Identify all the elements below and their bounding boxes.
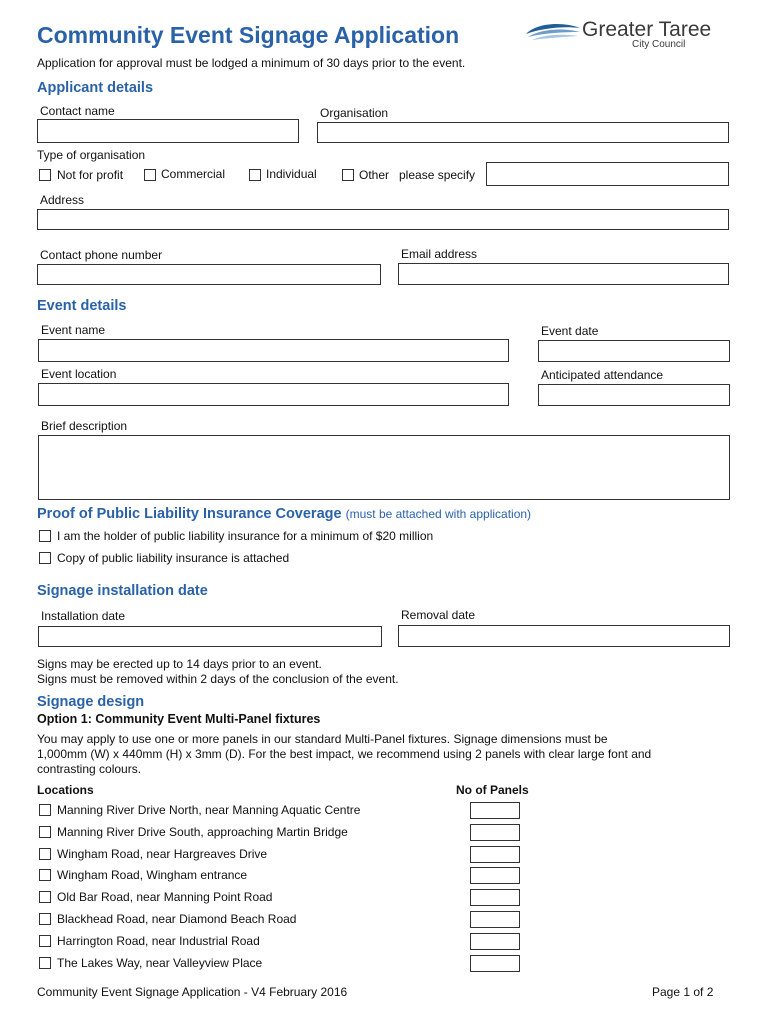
insurance-title: Proof of Public Liability Insurance Coverage [37, 506, 342, 522]
logo-subname: City Council [632, 39, 686, 50]
not-for-profit-checkbox[interactable] [39, 169, 51, 181]
event-location-input[interactable] [38, 383, 509, 406]
panel-count-input[interactable] [470, 802, 520, 819]
org-type-label: Type of organisation [37, 148, 146, 162]
location-checkbox[interactable] [39, 826, 51, 838]
page-title: Community Event Signage Application [37, 22, 460, 48]
location-label: Harrington Road, near Industrial Road [57, 934, 260, 948]
footer-document-title: Community Event Signage Application - V4 February 2016 [37, 985, 348, 999]
individual-label: Individual [266, 167, 317, 181]
contact-name-input[interactable] [37, 119, 299, 143]
other-checkbox[interactable] [342, 169, 354, 181]
not-for-profit-label: Not for profit [57, 168, 124, 182]
insurance-holder-label: I am the holder of public liability insurance for a minimum of $20 million [57, 529, 434, 543]
option-title: Option 1: Community Event Multi-Panel fixtures [37, 712, 321, 726]
location-label: Wingham Road, Wingham entrance [57, 868, 248, 882]
attendance-label: Anticipated attendance [541, 368, 664, 382]
panel-count-input[interactable] [470, 933, 520, 950]
removal-date-input[interactable] [398, 625, 730, 647]
insurance-attached-label: Copy of public liability insurance is attached [57, 551, 290, 565]
email-label: Email address [401, 247, 478, 261]
location-label: Manning River Drive North, near Manning Aquatic Centre [57, 803, 361, 817]
design-paragraph-line-2: 1,000mm (W) x 440mm (H) x 3mm (D). For the best impact, we recommend using 2 panels with clear large font and [37, 747, 652, 761]
panel-count-input[interactable] [470, 867, 520, 884]
design-paragraph-line-1: You may apply to use one or more panels in our standard Multi-Panel fixtures. Signage dimensions must be [37, 732, 608, 746]
other-specify-input[interactable] [486, 162, 729, 186]
location-checkbox[interactable] [39, 913, 51, 925]
commercial-label: Commercial [161, 167, 226, 181]
installation-date-label: Installation date [41, 609, 126, 623]
panel-count-input[interactable] [470, 911, 520, 928]
insurance-heading [37, 506, 531, 522]
removal-date-label: Removal date [401, 608, 476, 622]
locations-header: Locations [37, 783, 94, 797]
page-subtitle: Application for approval must be lodged a minimum of 30 days prior to the event. [37, 56, 466, 70]
location-label: Wingham Road, near Hargreaves Drive [57, 847, 268, 861]
phone-label: Contact phone number [40, 248, 163, 262]
design-heading: Signage design [37, 694, 145, 710]
design-paragraph-line-3: contrasting colours. [37, 762, 142, 776]
organisation-input[interactable] [317, 122, 729, 143]
insurance-attached-checkbox[interactable] [39, 552, 51, 564]
phone-input[interactable] [37, 264, 381, 285]
panel-count-input[interactable] [470, 955, 520, 972]
erect-note: Signs may be erected up to 14 days prior to an event. [37, 657, 322, 671]
location-label: Old Bar Road, near Manning Point Road [57, 890, 273, 904]
attendance-input[interactable] [538, 384, 730, 406]
address-label: Address [40, 193, 85, 207]
logo-name: Greater Taree [582, 18, 712, 41]
panel-count-input[interactable] [470, 824, 520, 841]
location-checkbox[interactable] [39, 804, 51, 816]
address-input[interactable] [37, 209, 729, 230]
please-specify-label: please specify [399, 168, 476, 182]
insurance-holder-checkbox[interactable] [39, 530, 51, 542]
event-location-label: Event location [41, 367, 117, 381]
installation-date-input[interactable] [38, 626, 382, 647]
applicant-heading: Applicant details [37, 80, 154, 96]
email-input[interactable] [398, 263, 729, 285]
location-checkbox[interactable] [39, 935, 51, 947]
other-label: Other [359, 168, 390, 182]
location-label: The Lakes Way, near Valleyview Place [57, 956, 263, 970]
commercial-checkbox[interactable] [144, 169, 156, 181]
individual-checkbox[interactable] [249, 169, 261, 181]
contact-name-label: Contact name [40, 104, 115, 118]
installation-heading: Signage installation date [37, 583, 208, 599]
panel-count-input[interactable] [470, 889, 520, 906]
location-checkbox[interactable] [39, 957, 51, 969]
event-date-input[interactable] [538, 340, 730, 362]
description-label: Brief description [41, 419, 128, 433]
event-heading: Event details [37, 298, 127, 314]
council-logo-icon [524, 20, 582, 44]
description-input[interactable] [38, 435, 730, 500]
organisation-label: Organisation [320, 106, 389, 120]
location-label: Manning River Drive South, approaching Martin Bridge [57, 825, 348, 839]
panels-header: No of Panels [456, 783, 529, 797]
removal-note: Signs must be removed within 2 days of the conclusion of the event. [37, 672, 399, 686]
event-date-label: Event date [541, 324, 599, 338]
location-checkbox[interactable] [39, 848, 51, 860]
event-name-input[interactable] [38, 339, 509, 362]
location-checkbox[interactable] [39, 891, 51, 903]
panel-count-input[interactable] [470, 846, 520, 863]
insurance-note: (must be attached with application) [345, 507, 532, 521]
page-number: Page 1 of 2 [652, 985, 714, 999]
event-name-label: Event name [41, 323, 106, 337]
location-label: Blackhead Road, near Diamond Beach Road [57, 912, 297, 926]
location-checkbox[interactable] [39, 869, 51, 881]
